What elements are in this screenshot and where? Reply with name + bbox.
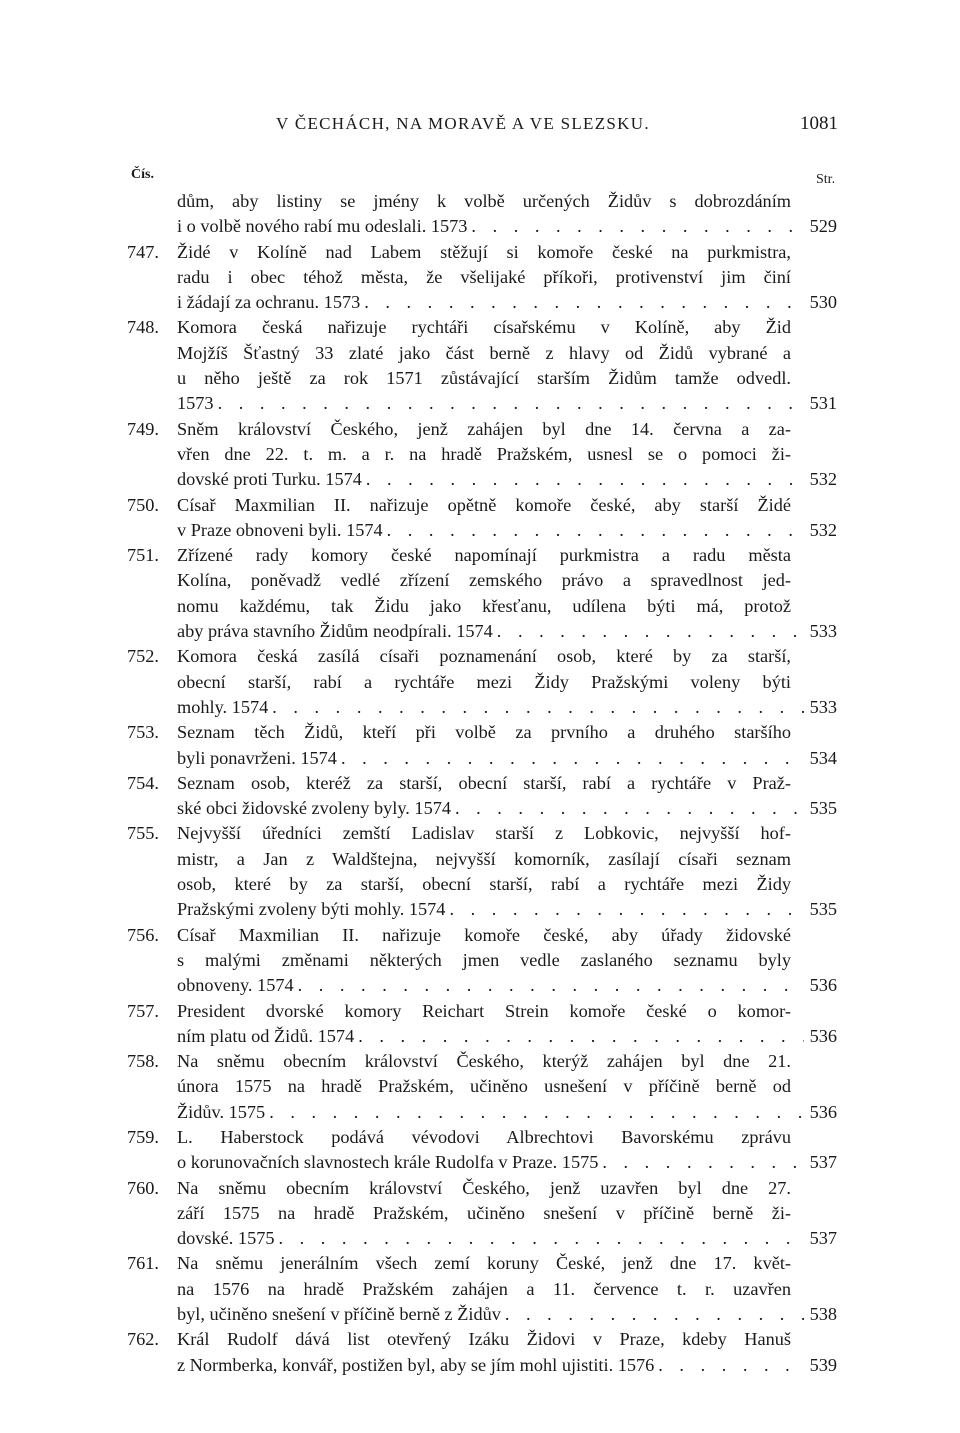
entry-text-line: byl, učiněno snešení v příčině berně z Židův	[177, 1304, 501, 1325]
entry-last-line	[177, 746, 837, 771]
entry-page-number: 538	[809, 1304, 837, 1325]
toc-entry	[126, 543, 837, 644]
entry-text-line: i o volbě nového rabí mu odeslali. 1573	[177, 216, 468, 237]
entry-number: 759.	[127, 1126, 159, 1147]
entry-last-line	[177, 796, 837, 821]
entry-text-line: Kolína, poněvadž vedlé zřízení zemského právo a spravedlnost jed-	[177, 570, 791, 591]
entry-page-number: 536	[809, 1101, 837, 1122]
entry-text-line: vřen dne 22. t. m. a r. na hradě Pražském, usnesl se o pomoci ži-	[177, 443, 791, 464]
entry-page-number: 539	[809, 1354, 837, 1375]
column-label-page: Str.	[816, 172, 836, 187]
entry-last-line	[177, 973, 837, 998]
toc-entry	[126, 315, 837, 416]
entry-text-line: Pražskými zvoleny býti mohly. 1574	[177, 899, 446, 920]
entry-text-line: radu i obec téhož města, že všelijaké příkoři, protivenství jim činí	[177, 266, 791, 287]
entry-text-line: Císař Maxmilian II. nařizuje komoře české, aby úřady židovské	[177, 924, 791, 945]
toc-entry	[126, 999, 837, 1050]
entry-text-line: 1573	[177, 393, 214, 414]
entry-number: 758.	[127, 1051, 159, 1072]
entry-number: 760.	[127, 1177, 159, 1198]
entry-page-number: 532	[809, 519, 837, 540]
entry-text-line: mohly. 1574	[177, 696, 269, 717]
entry-text-line: Komora česká zasílá císaři poznamenání osob, které by za starší,	[177, 646, 791, 667]
running-title: V ČECHÁCH, NA MORAVĚ A VE SLEZSKU.	[276, 114, 650, 133]
toc-entry	[126, 1125, 837, 1176]
entry-last-line	[177, 1226, 837, 1251]
entry-text-line: Seznam osob, kteréž za starší, obecní starší, rabí a rychtáře v Praž-	[177, 772, 791, 793]
table-of-contents	[126, 189, 837, 1378]
entry-last-line	[177, 1150, 837, 1175]
entry-last-line	[177, 1302, 837, 1327]
entry-page-number: 537	[809, 1228, 837, 1249]
entry-number: 755.	[127, 823, 159, 844]
entry-number: 754.	[127, 772, 159, 793]
entry-last-line	[177, 619, 837, 644]
dot-leader	[341, 746, 804, 771]
entry-text-line: ské obci židovské zvoleny byly. 1574	[177, 798, 451, 819]
entry-text-line: Židův. 1575	[177, 1101, 266, 1122]
entry-text-line: osob, které by za starší, obecní starší, rabí a rychtáře mezi Židy	[177, 874, 791, 895]
entry-page-number: 534	[809, 747, 837, 768]
entry-last-line	[177, 391, 837, 416]
dot-leader	[358, 1024, 803, 1049]
entry-page-number: 529	[809, 216, 837, 237]
dot-leader	[505, 1302, 804, 1327]
dot-leader	[497, 619, 804, 644]
entry-text-line: o korunovačních slavnostech krále Rudolfa v Praze. 1575	[177, 1152, 599, 1173]
dot-leader	[471, 214, 803, 239]
entry-text-line: byli ponavrženi. 1574	[177, 747, 337, 768]
entry-text-line: na 1576 na hradě Pražském zahájen a 11. července t. r. uzavřen	[177, 1278, 791, 1299]
entry-number: 749.	[127, 418, 159, 439]
toc-entry	[126, 644, 837, 720]
entry-last-line	[177, 518, 837, 543]
entry-text-line: Zřízené rady komory české napomínají purkmistra a radu města	[177, 545, 791, 566]
dot-leader	[658, 1353, 803, 1378]
entry-text-line: Na sněmu obecním království Českého, kterýž zahájen byl dne 21.	[177, 1051, 791, 1072]
entry-number: 761.	[127, 1253, 159, 1274]
dot-leader	[364, 290, 803, 315]
entry-text-line: mistr, a Jan z Waldštejna, nejvyšší komorník, zasílají císaři seznam	[177, 848, 791, 869]
entry-text-line: L. Haberstock podává vévodovi Albrechtovi Bavorskému zprávu	[177, 1126, 791, 1147]
entry-page-number: 535	[809, 899, 837, 920]
entry-text-line: dům, aby listiny se jmény k volbě určených Židův s dobrozdáním	[177, 191, 791, 211]
entry-number: 751.	[127, 545, 159, 566]
dot-leader	[602, 1150, 803, 1175]
toc-entry	[126, 1176, 837, 1252]
dot-leader	[387, 518, 804, 543]
dot-leader	[279, 1226, 804, 1251]
toc-entry	[126, 417, 837, 493]
entry-page-number: 533	[809, 696, 837, 717]
entry-text-line: ním platu od Židů. 1574	[177, 1025, 355, 1046]
toc-entry	[126, 240, 837, 316]
dot-leader	[449, 897, 803, 922]
entry-last-line	[177, 1100, 837, 1125]
entry-number: 762.	[127, 1329, 159, 1350]
entry-page-number: 535	[809, 798, 837, 819]
entry-text-line: Seznam těch Židů, kteří při volbě za prvního a druhého staršího	[177, 722, 791, 743]
dot-leader	[455, 796, 804, 821]
entry-text-line: aby práva stavního Židům neodpírali. 1574	[177, 621, 493, 642]
entry-text-line: dovské proti Turku. 1574	[177, 469, 362, 490]
entry-text-line: u něho ještě za rok 1571 zůstávající starším Židům tamže odvedl.	[177, 368, 791, 389]
toc-entry	[126, 189, 837, 240]
toc-entry	[126, 1049, 837, 1125]
entry-text-line: února 1575 na hradě Pražském, učiněno usnešení v příčině berně od	[177, 1076, 791, 1097]
entry-number: 752.	[127, 646, 159, 667]
entry-page-number: 530	[809, 292, 837, 313]
entry-page-number: 536	[809, 975, 837, 996]
entry-last-line	[177, 1353, 837, 1378]
entry-last-line	[177, 897, 837, 922]
entry-page-number: 533	[809, 621, 837, 642]
entry-number: 750.	[127, 494, 159, 515]
entry-text-line: nomu každému, tak Židu jako křesťanu, udílena býti má, protož	[177, 595, 791, 616]
toc-entry	[126, 493, 837, 544]
toc-entry	[126, 1251, 837, 1327]
entry-text-line: Nejvyšší úředníci zemští Ladislav starší z Lobkovic, nejvyšší hof-	[177, 823, 791, 844]
entry-last-line	[177, 1024, 837, 1049]
entry-text-line: Sněm království Českého, jenž zahájen byl dne 14. června a za-	[177, 418, 791, 439]
entry-text-line: obecní starší, rabí a rychtáře mezi Židy Pražskými voleny býti	[177, 671, 791, 692]
entry-text-line: Císař Maxmilian II. nařizuje opětně komoře české, aby starší Židé	[177, 494, 791, 515]
entry-text-line: i žádají za ochranu. 1573	[177, 292, 361, 313]
entry-last-line	[177, 467, 837, 492]
entry-text-line: září 1575 na hradě Pražském, učiněno snešení v příčině berně ži-	[177, 1202, 791, 1223]
entry-number: 757.	[127, 1000, 159, 1021]
toc-entry	[126, 771, 837, 822]
toc-entry	[126, 1327, 837, 1378]
entry-text-line: Na sněmu obecním království Českého, jenž uzavřen byl dne 27.	[177, 1177, 791, 1198]
page-number: 1081	[800, 113, 838, 134]
column-label-number: Čís.	[131, 167, 154, 182]
dot-leader	[272, 695, 803, 720]
entry-text-line: dovské. 1575	[177, 1228, 275, 1249]
entry-text-line: Mojžíš Šťastný 33 zlaté jako část berně z hlavy od Židů vybrané a	[177, 342, 791, 363]
entry-text-line: Komora česká nařizuje rychtáři císařskému v Kolíně, aby Žid	[177, 317, 791, 338]
entry-text-line: Na sněmu jenerálním všech zemí koruny České, jenž dne 17. květ-	[177, 1253, 791, 1274]
entry-page-number: 531	[809, 393, 837, 414]
dot-leader	[366, 467, 804, 492]
dot-leader	[218, 391, 804, 416]
entry-number: 748.	[127, 317, 159, 338]
entry-last-line	[177, 290, 837, 315]
entry-text-line: v Praze obnoveni byli. 1574	[177, 519, 383, 540]
entry-last-line	[177, 695, 837, 720]
entry-page-number: 537	[809, 1152, 837, 1173]
entry-number: 747.	[127, 241, 159, 262]
entry-number: 756.	[127, 924, 159, 945]
entry-last-line	[177, 214, 837, 239]
toc-entry	[126, 720, 837, 771]
entry-page-number: 536	[809, 1025, 837, 1046]
toc-entry	[126, 821, 837, 922]
entry-text-line: Židé v Kolíně nad Labem stěžují si komoře české na purkmistra,	[177, 241, 791, 262]
entry-text-line: President dvorské komory Reichart Strein komoře české o komor-	[177, 1000, 791, 1021]
entry-page-number: 532	[809, 469, 837, 490]
dot-leader	[298, 973, 804, 998]
entry-text-line: Král Rudolf dává list otevřený Izáku Židovi v Praze, kdeby Hanuš	[177, 1329, 791, 1350]
entry-text-line: obnoveny. 1574	[177, 975, 294, 996]
entry-number: 753.	[127, 722, 159, 743]
entry-text-line: s malými změnami některých jmen vedle zaslaného seznamu byly	[177, 949, 791, 970]
entry-text-line: z Normberka, konvář, postižen byl, aby se jím mohl ujistiti. 1576	[177, 1354, 655, 1375]
toc-entry	[126, 923, 837, 999]
dot-leader	[269, 1100, 803, 1125]
